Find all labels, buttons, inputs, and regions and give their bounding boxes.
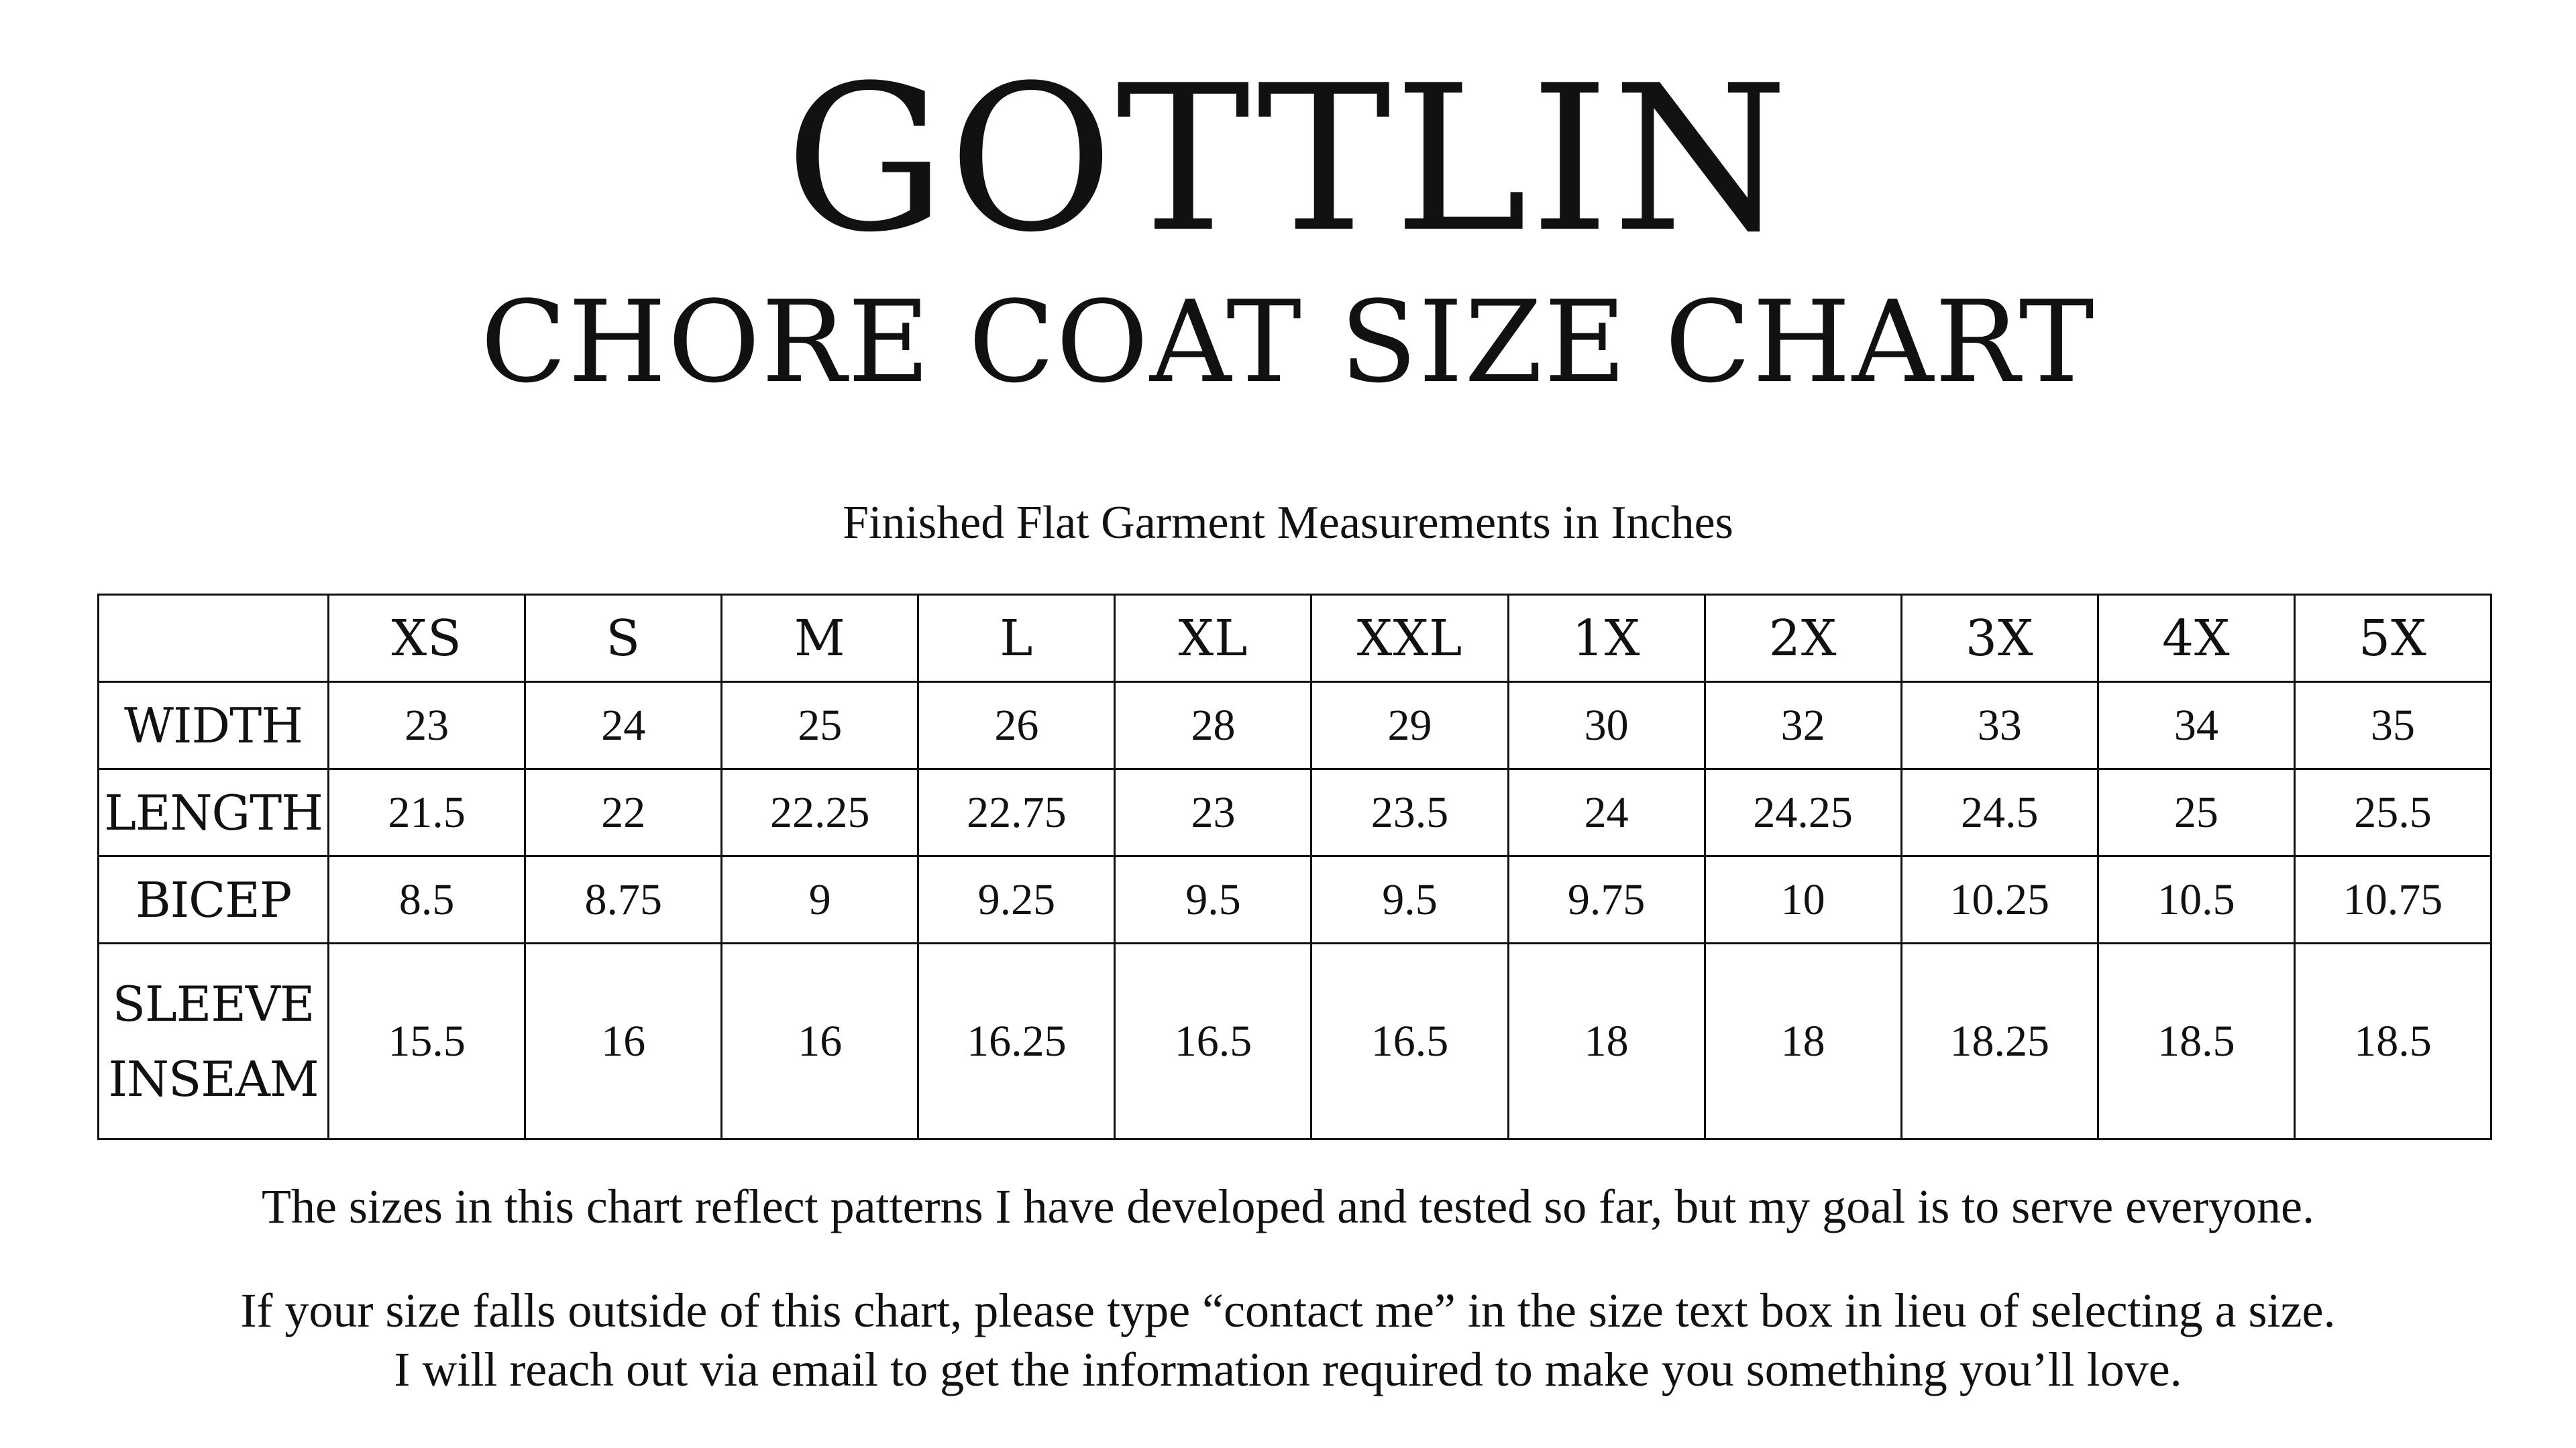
size-header-2x: 2X: [1705, 595, 1901, 682]
table-cell: 24: [525, 682, 722, 769]
table-cell: 28: [1115, 682, 1311, 769]
table-cell: 23: [1115, 769, 1311, 856]
table-cell: 24.5: [1901, 769, 2098, 856]
note-sizes-goal: The sizes in this chart reflect patterns I have developed and tested so far, but my goal is to serve everyone.: [261, 1180, 2315, 1233]
table-cell: 10: [1705, 856, 1901, 944]
size-header-3x: 3X: [1901, 595, 2098, 682]
note-email-followup: I will reach out via email to get the information required to make you something you’ll love.: [394, 1343, 2182, 1396]
size-header-4x: 4X: [2098, 595, 2294, 682]
size-chart-table: [97, 594, 2492, 1140]
table-cell: 35: [2294, 682, 2491, 769]
table-cell: 9.5: [1115, 856, 1311, 944]
table-cell: 23: [329, 682, 525, 769]
table-cell: 18.5: [2294, 944, 2491, 1139]
table-cell: 30: [1508, 682, 1705, 769]
table-cell: 22.25: [722, 769, 918, 856]
table-cell: 21.5: [329, 769, 525, 856]
table-cell: 10.5: [2098, 856, 2294, 944]
table-cell: 33: [1901, 682, 2098, 769]
table-cell: 16: [525, 944, 722, 1139]
size-header-xs: XS: [329, 595, 525, 682]
size-header-m: M: [722, 595, 918, 682]
table-cell: 29: [1311, 682, 1508, 769]
row-label-length: LENGTH: [99, 769, 329, 856]
table-cell: 22.75: [918, 769, 1115, 856]
size-header-s: S: [525, 595, 722, 682]
table-cell: 10.75: [2294, 856, 2491, 944]
table-cell: 26: [918, 682, 1115, 769]
table-cell: 18.25: [1901, 944, 2098, 1139]
table-subtitle: Finished Flat Garment Measurements in Inches: [843, 497, 1733, 549]
table-cell: 24.25: [1705, 769, 1901, 856]
table-cell: 8.75: [525, 856, 722, 944]
table-cell: 32: [1705, 682, 1901, 769]
table-cell: 34: [2098, 682, 2294, 769]
size-header-xxl: XXL: [1311, 595, 1508, 682]
table-cell: 24: [1508, 769, 1705, 856]
table-cell: 9: [722, 856, 918, 944]
table-cell: 25.5: [2294, 769, 2491, 856]
row-label-line: SLEEVE: [112, 975, 315, 1032]
table-cell: 8.5: [329, 856, 525, 944]
page-title: CHORE COAT SIZE CHART: [480, 276, 2096, 408]
table-cell: 25: [722, 682, 918, 769]
row-label-line: INSEAM: [108, 1050, 319, 1107]
brand-logo-text: GOTTLIN: [785, 42, 1791, 276]
table-cell: 23.5: [1311, 769, 1508, 856]
table-corner-cell: [99, 595, 329, 682]
table-cell: 18.5: [2098, 944, 2294, 1139]
row-label-width: WIDTH: [99, 682, 329, 769]
row-label-sleeve-inseam: [99, 944, 329, 1139]
note-contact-me: If your size falls outside of this chart, please type “contact me” in the size text box in lieu of selecting a size.: [240, 1284, 2336, 1337]
table-cell: 25: [2098, 769, 2294, 856]
table-cell: 16.5: [1115, 944, 1311, 1139]
table-row-sleeve-inseam: [99, 944, 2491, 1139]
table-header-row: [99, 595, 2491, 682]
size-header-xl: XL: [1115, 595, 1311, 682]
table-row-width: [99, 682, 2491, 769]
table-cell: 15.5: [329, 944, 525, 1139]
table-cell: 9.75: [1508, 856, 1705, 944]
size-header-5x: 5X: [2294, 595, 2491, 682]
table-cell: 9.5: [1311, 856, 1508, 944]
row-label-bicep: BICEP: [99, 856, 329, 944]
table-cell: 16.5: [1311, 944, 1508, 1139]
size-header-l: L: [918, 595, 1115, 682]
table-cell: 22: [525, 769, 722, 856]
table-row-bicep: [99, 856, 2491, 944]
table-cell: 10.25: [1901, 856, 2098, 944]
table-cell: 16.25: [918, 944, 1115, 1139]
table-row-length: [99, 769, 2491, 856]
table-cell: 18: [1508, 944, 1705, 1139]
size-header-1x: 1X: [1508, 595, 1705, 682]
table-cell: 16: [722, 944, 918, 1139]
table-cell: 9.25: [918, 856, 1115, 944]
table-cell: 18: [1705, 944, 1901, 1139]
